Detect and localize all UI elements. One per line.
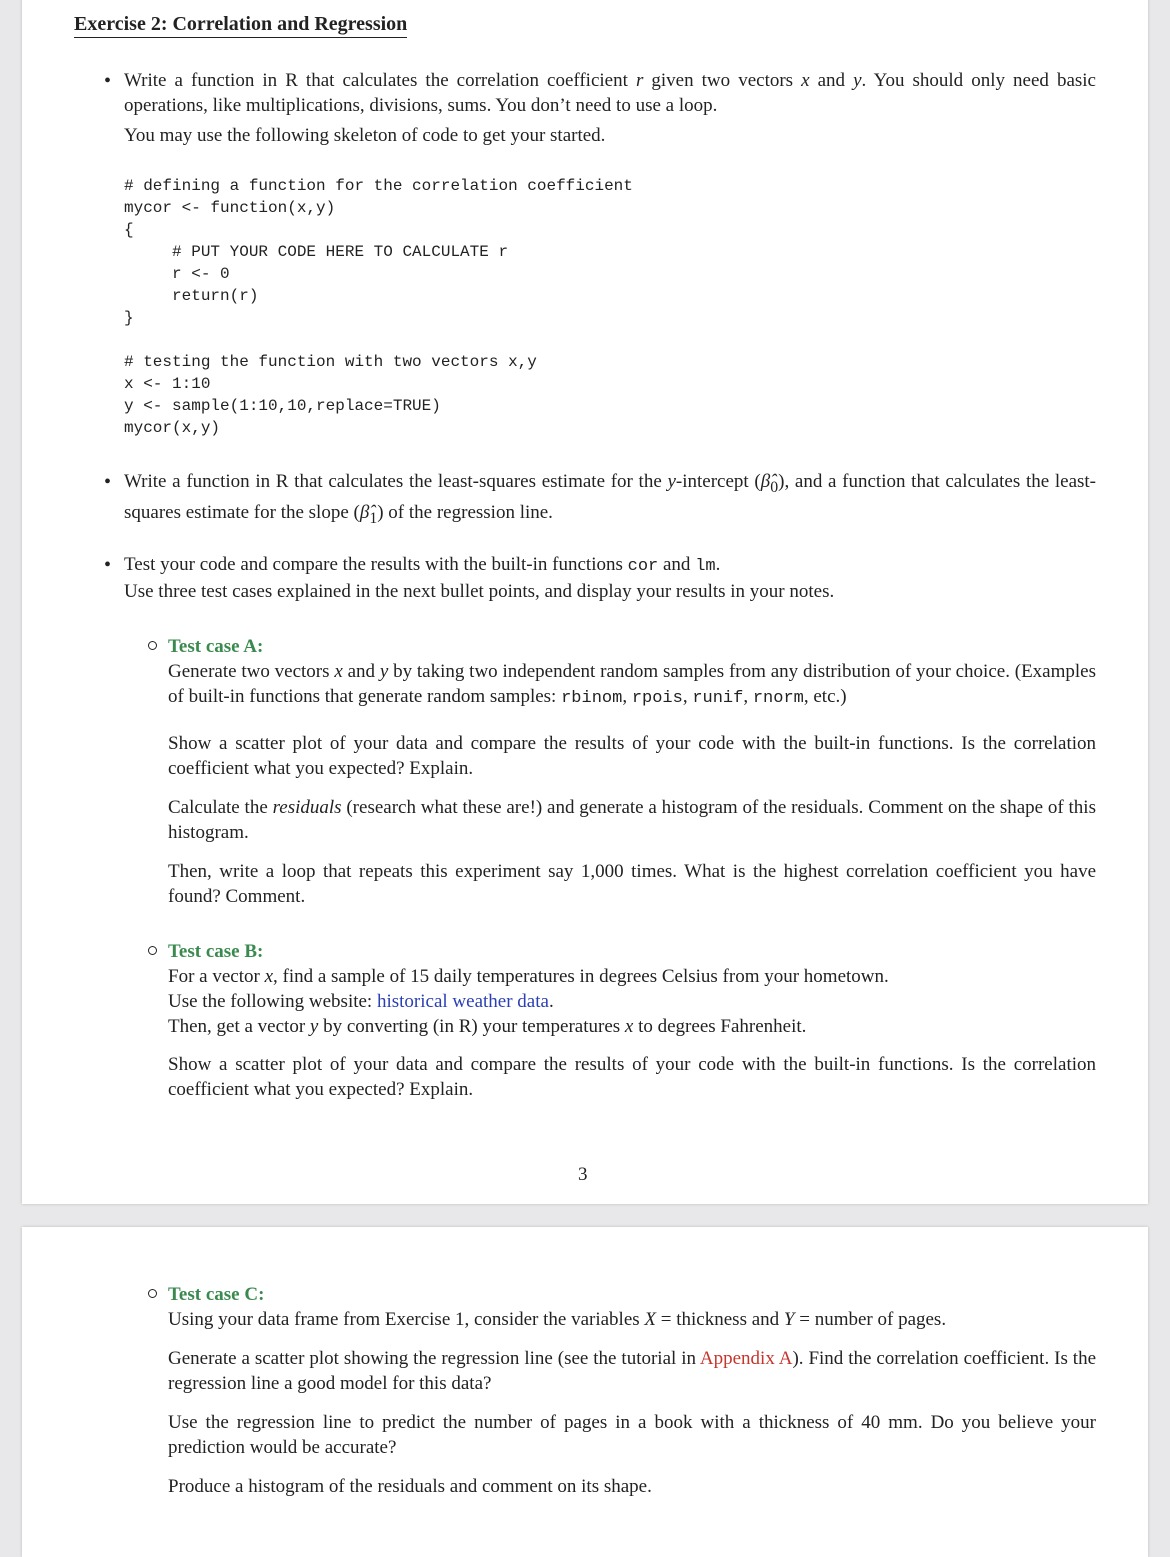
test-case-a-p2: Show a scatter plot of your data and compare the results of your code with the built-in functions. Is the correlation coefficient what you expected? Explain. xyxy=(168,733,1096,779)
page-4 xyxy=(22,1227,1148,1557)
sub-bullet-marker xyxy=(148,1289,157,1298)
test-case-a-p3: Calculate the residuals (research what these are!) and generate a histogram of the residuals. Comment on the shape of this histogram. xyxy=(168,797,1096,843)
section-title: Exercise 2: Correlation and Regression xyxy=(74,13,407,38)
bullet-1-skeleton-intro: You may use the following skeleton of code to get your started. xyxy=(124,125,606,146)
test-case-b-heading: Test case B: xyxy=(168,941,264,962)
test-case-c-p1: Using your data frame from Exercise 1, consider the variables X = thickness and Y = number of pages. xyxy=(168,1309,947,1330)
test-case-b-p1: For a vector x, find a sample of 15 daily temperatures in degrees Celsius from your hometown. Use the following website: historical weather data. Then, get a vector y by converting (in R) your temperatures x to degrees Fahrenheit. xyxy=(168,966,889,1037)
bullet-2-text: Write a function in R that calculates the least-squares estimate for the y-intercept $(\betâ_0)$, and a function that calculates the least-squares estimate for the slope $(\betâ_1)$ of the regression line. xyxy=(124,471,1097,527)
test-case-c-p4: Produce a histogram of the residuals and comment on its shape. xyxy=(168,1476,652,1497)
bullet-2 xyxy=(124,469,1096,531)
bullet-3-text: Test your code and compare the results with the built-in functions cor and lm. Use three test cases explained in the next bullet points, and display your results in your notes. xyxy=(124,554,835,602)
test-case-b xyxy=(168,939,1096,1102)
test-case-a xyxy=(168,634,1096,909)
test-case-b-p2: Show a scatter plot of your data and compare the results of your code with the built-in functions. Is the correlation coefficient what you expected? Explain. xyxy=(168,1054,1096,1100)
code-block-function: # defining a function for the correlation coefficient mycor <- function(x,y) { # PUT YOUR CODE HERE TO CALCULATE r r <- 0 return(r) } xyxy=(124,177,633,327)
test-case-c-p2: Generate a scatter plot showing the regression line (see the tutorial in Appendix A). Find the correlation coefficient. Is the regression line a good model for this data? xyxy=(168,1348,1097,1394)
test-case-a-p1: Generate two vectors x and y by taking two independent random samples from any distribution of your choice. (Examples of built-in functions that generate random samples: rbinom, rpois, runif, rnorm, etc.) xyxy=(168,661,1096,708)
test-case-a-heading: Test case A: xyxy=(168,636,264,657)
bullet-marker: • xyxy=(104,70,112,92)
sub-bullet-marker xyxy=(148,946,157,955)
bullet-3 xyxy=(124,552,1096,604)
code-block-test: # testing the function with two vectors x,y x <- 1:10 y <- sample(1:10,10,replace=TRUE) mycor(x,y) xyxy=(124,353,537,437)
bullet-1-text: Write a function in R that calculates the correlation coefficient r given two vectors x and y. You should only need basic operations, like multiplications, divisions, sums. You don’t need to use a loop. xyxy=(124,70,1096,116)
page-3 xyxy=(22,0,1148,1204)
historical-weather-link[interactable]: historical weather data xyxy=(376,991,549,1012)
test-case-c xyxy=(168,1282,1096,1499)
page-number: 3 xyxy=(578,1164,588,1185)
appendix-a-link[interactable]: Appendix A xyxy=(699,1348,793,1369)
test-case-c-p3: Use the regression line to predict the number of pages in a book with a thickness of 40 mm. Do you believe your prediction would be accurate? xyxy=(168,1412,1096,1458)
test-case-a-p4: Then, write a loop that repeats this experiment say 1,000 times. What is the highest correlation coefficient you have found? Comment. xyxy=(168,861,1096,907)
test-case-c-heading: Test case C: xyxy=(168,1284,265,1305)
bullet-marker: • xyxy=(104,554,112,576)
sub-bullet-marker xyxy=(148,641,157,650)
bullet-1 xyxy=(124,68,1096,148)
bullet-marker: • xyxy=(104,471,112,493)
